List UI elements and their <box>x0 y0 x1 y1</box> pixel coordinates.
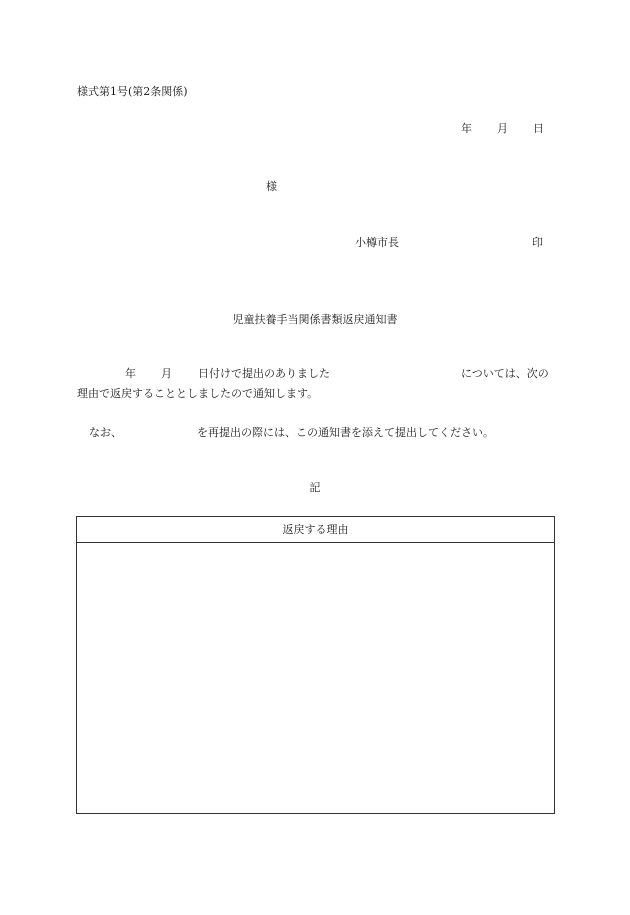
ki-label: 記 <box>309 481 321 494</box>
document-title: 児童扶養手当関係書類返戻通知書 <box>232 313 398 326</box>
issuer-seal-mark: 印 <box>532 236 543 249</box>
paragraph2-start: なお、 <box>89 426 122 439</box>
paragraph1-line2: 理由で返戻することとしましたので通知します。 <box>77 387 319 400</box>
paragraph1-month-label: 月 <box>161 367 172 380</box>
reason-table-header: 返戻する理由 <box>77 517 554 543</box>
reason-table <box>76 516 555 814</box>
issuer-title: 小樽市長 <box>355 236 399 249</box>
addressee-honorific: 様 <box>266 180 277 193</box>
paragraph1-submission-text: 日付けで提出のありました <box>198 367 330 380</box>
reason-table-body <box>77 543 554 814</box>
paragraph1-year-label: 年 <box>125 367 136 380</box>
paragraph1-tail-text: については、次の <box>461 367 549 380</box>
form-number: 様式第1号(第2条関係) <box>77 85 188 98</box>
paragraph2-rest: を再提出の際には、この通知書を添えて提出してください。 <box>197 426 494 439</box>
date-month-label: 月 <box>497 122 508 135</box>
date-day-label: 日 <box>533 122 544 135</box>
date-year-label: 年 <box>461 122 472 135</box>
